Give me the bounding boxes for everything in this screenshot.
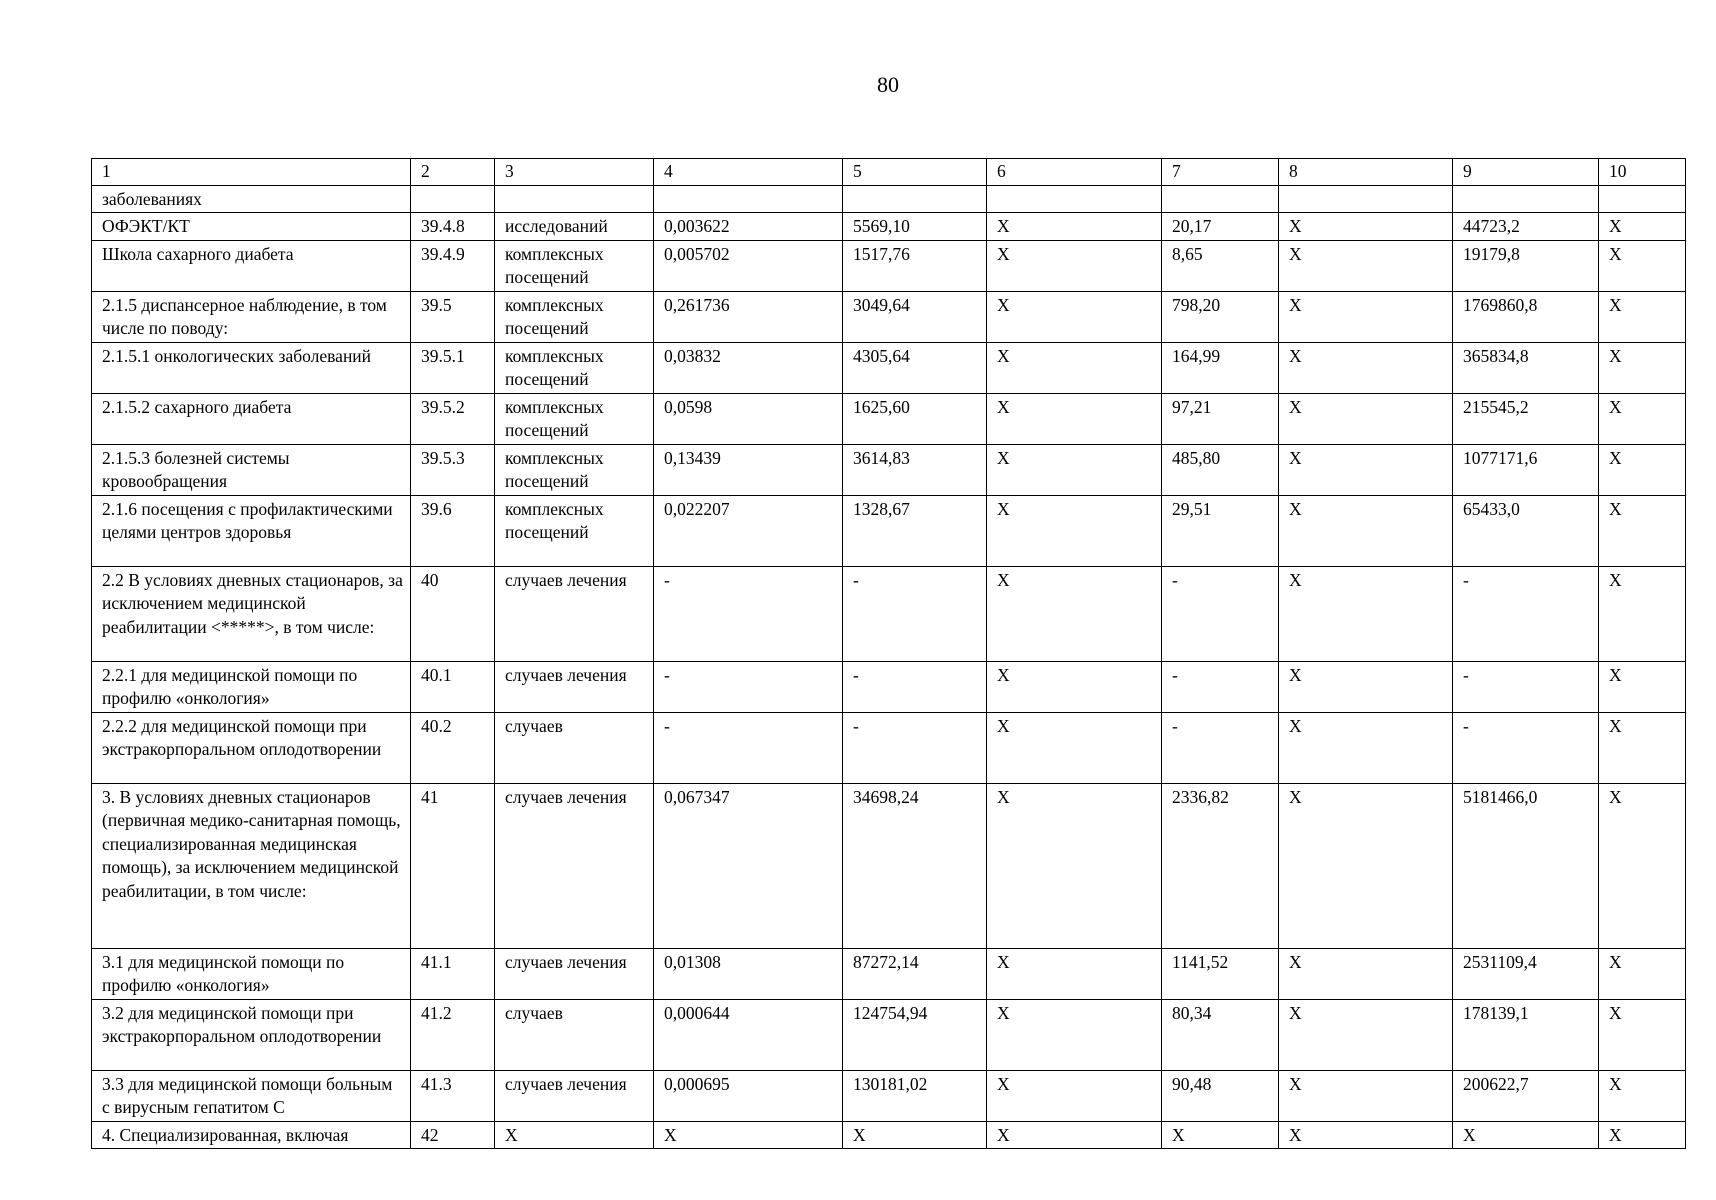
table-cell: X xyxy=(1279,342,1453,393)
table-cell: X xyxy=(987,948,1162,999)
table-cell: 20,17 xyxy=(1162,213,1279,241)
table-cell: 0,000695 xyxy=(654,1070,843,1121)
header-cell: 5 xyxy=(843,159,987,186)
table-cell: 0,000644 xyxy=(654,999,843,1070)
table-cell: 178139,1 xyxy=(1453,999,1599,1070)
table-cell: - xyxy=(1162,712,1279,783)
table-cell xyxy=(843,185,987,213)
table-cell: 3049,64 xyxy=(843,291,987,342)
table-cell: X xyxy=(495,1121,654,1149)
table-cell: 40.2 xyxy=(411,712,495,783)
table-cell: X xyxy=(1599,495,1686,566)
table-cell: X xyxy=(1279,240,1453,291)
table-cell: X xyxy=(1279,1070,1453,1121)
table-cell: X xyxy=(1279,393,1453,444)
table-cell: 0,022207 xyxy=(654,495,843,566)
table-cell: 87272,14 xyxy=(843,948,987,999)
table-cell: 2.2.1 для медицинской помощи по профилю «онкология» xyxy=(92,661,411,712)
table-cell: 5181466,0 xyxy=(1453,783,1599,948)
table-cell: 0,261736 xyxy=(654,291,843,342)
table-cell: X xyxy=(1279,444,1453,495)
table-cell: 39.4.9 xyxy=(411,240,495,291)
table-row xyxy=(92,712,1686,783)
table-cell: - xyxy=(843,566,987,661)
header-cell: 2 xyxy=(411,159,495,186)
header-cell: 9 xyxy=(1453,159,1599,186)
table-cell: комплексных посещений xyxy=(495,240,654,291)
table-cell xyxy=(987,185,1162,213)
table-cell xyxy=(654,185,843,213)
table-row xyxy=(92,393,1686,444)
header-cell: 8 xyxy=(1279,159,1453,186)
header-cell: 6 xyxy=(987,159,1162,186)
table-cell: 41 xyxy=(411,783,495,948)
table-cell: 1141,52 xyxy=(1162,948,1279,999)
table-cell: 5569,10 xyxy=(843,213,987,241)
table-cell: комплексных посещений xyxy=(495,342,654,393)
table-cell: - xyxy=(1162,566,1279,661)
table-cell: 65433,0 xyxy=(1453,495,1599,566)
table-cell: 39.5 xyxy=(411,291,495,342)
table-cell: 40.1 xyxy=(411,661,495,712)
table-cell: - xyxy=(843,712,987,783)
table-row xyxy=(92,240,1686,291)
data-table xyxy=(91,158,1686,1149)
table-row xyxy=(92,1121,1686,1149)
table-row xyxy=(92,495,1686,566)
table-cell: 2.1.5.1 онкологических заболеваний xyxy=(92,342,411,393)
table-cell: X xyxy=(1279,1121,1453,1149)
table-cell: случаев xyxy=(495,999,654,1070)
table-cell: 0,003622 xyxy=(654,213,843,241)
table-cell: 798,20 xyxy=(1162,291,1279,342)
table-cell: 164,99 xyxy=(1162,342,1279,393)
table-cell: - xyxy=(654,566,843,661)
table-cell: 19179,8 xyxy=(1453,240,1599,291)
table-cell: X xyxy=(987,661,1162,712)
table-cell: 29,51 xyxy=(1162,495,1279,566)
header-cell: 7 xyxy=(1162,159,1279,186)
table-cell: X xyxy=(1279,213,1453,241)
table-cell: 2336,82 xyxy=(1162,783,1279,948)
table-cell: X xyxy=(1599,566,1686,661)
table-cell: X xyxy=(987,495,1162,566)
table-cell: 2.1.6 посещения с профилактическими целями центров здоровья xyxy=(92,495,411,566)
table-cell: - xyxy=(654,661,843,712)
table-header-row xyxy=(92,159,1686,186)
table-cell: X xyxy=(987,1070,1162,1121)
table-cell: ОФЭКТ/КТ xyxy=(92,213,411,241)
table-cell: 41.2 xyxy=(411,999,495,1070)
table-cell: X xyxy=(987,712,1162,783)
table-cell xyxy=(1162,185,1279,213)
table-cell: X xyxy=(654,1121,843,1149)
table-cell: X xyxy=(1453,1121,1599,1149)
table-cell: X xyxy=(987,213,1162,241)
table-cell: 1517,76 xyxy=(843,240,987,291)
table-cell: 80,34 xyxy=(1162,999,1279,1070)
header-cell: 1 xyxy=(92,159,411,186)
table-cell: 3614,83 xyxy=(843,444,987,495)
table-cell: X xyxy=(1599,1121,1686,1149)
table-cell: 2.1.5 диспансерное наблюдение, в том числе по поводу: xyxy=(92,291,411,342)
table-cell xyxy=(1453,185,1599,213)
table-cell: 485,80 xyxy=(1162,444,1279,495)
table-cell: 42 xyxy=(411,1121,495,1149)
table-cell: 2.1.5.2 сахарного диабета xyxy=(92,393,411,444)
table-row xyxy=(92,1070,1686,1121)
table-cell: X xyxy=(1599,393,1686,444)
table-cell: X xyxy=(987,444,1162,495)
table-cell: 4. Специализированная, включая xyxy=(92,1121,411,1149)
table-cell: комплексных посещений xyxy=(495,495,654,566)
table-cell: - xyxy=(1453,566,1599,661)
table-cell: X xyxy=(1279,661,1453,712)
table-cell: - xyxy=(654,712,843,783)
table-cell: 39.5.2 xyxy=(411,393,495,444)
table-cell: X xyxy=(1599,240,1686,291)
page-number: 80 xyxy=(877,72,899,97)
table-cell: 0,067347 xyxy=(654,783,843,948)
table-cell xyxy=(1599,185,1686,213)
table-cell: X xyxy=(987,999,1162,1070)
table-cell: X xyxy=(987,783,1162,948)
table-row xyxy=(92,444,1686,495)
header-cell: 3 xyxy=(495,159,654,186)
table-cell: 44723,2 xyxy=(1453,213,1599,241)
table-cell: X xyxy=(1279,783,1453,948)
table-cell: X xyxy=(1599,342,1686,393)
table-cell: случаев xyxy=(495,712,654,783)
table-cell: X xyxy=(1279,948,1453,999)
table-cell: X xyxy=(1599,661,1686,712)
table-cell: случаев лечения xyxy=(495,948,654,999)
table-cell: 3. В условиях дневных стационаров (первичная медико-санитарная помощь, специализированная медицинская помощь), за исключением медицинской реабилитации, в том числе: xyxy=(92,783,411,948)
table-cell: 365834,8 xyxy=(1453,342,1599,393)
table-cell: 1077171,6 xyxy=(1453,444,1599,495)
table-cell: 0,005702 xyxy=(654,240,843,291)
table-cell: 2.2.2 для медицинской помощи при экстракорпоральном оплодотворении xyxy=(92,712,411,783)
table-cell: комплексных посещений xyxy=(495,291,654,342)
table-cell: 2.1.5.3 болезней системы кровообращения xyxy=(92,444,411,495)
table-row xyxy=(92,661,1686,712)
table-cell: комплексных посещений xyxy=(495,444,654,495)
table-cell: 0,01308 xyxy=(654,948,843,999)
table-cell: 0,13439 xyxy=(654,444,843,495)
table-cell: - xyxy=(1453,712,1599,783)
table-cell: X xyxy=(1279,291,1453,342)
table-cell: 39.5.3 xyxy=(411,444,495,495)
table-row xyxy=(92,291,1686,342)
table-cell: 97,21 xyxy=(1162,393,1279,444)
table-cell: 0,03832 xyxy=(654,342,843,393)
table-cell: 2.2 В условиях дневных стационаров, за исключением медицинской реабилитации <*****>, в том числе: xyxy=(92,566,411,661)
table-cell: X xyxy=(987,240,1162,291)
table-cell: X xyxy=(987,1121,1162,1149)
table-row xyxy=(92,213,1686,241)
table-cell: X xyxy=(1599,1070,1686,1121)
table-cell: 1625,60 xyxy=(843,393,987,444)
table-cell: - xyxy=(843,661,987,712)
table-row xyxy=(92,783,1686,948)
table-cell: X xyxy=(1162,1121,1279,1149)
table-cell: X xyxy=(1279,712,1453,783)
table-cell: 1769860,8 xyxy=(1453,291,1599,342)
table-cell: X xyxy=(1599,712,1686,783)
table-cell: 39.6 xyxy=(411,495,495,566)
table-cell: 2531109,4 xyxy=(1453,948,1599,999)
table-cell: 130181,02 xyxy=(843,1070,987,1121)
table-cell: 4305,64 xyxy=(843,342,987,393)
table-cell: 3.1 для медицинской помощи по профилю «онкология» xyxy=(92,948,411,999)
header-cell: 10 xyxy=(1599,159,1686,186)
table-cell: 39.5.1 xyxy=(411,342,495,393)
table-cell: 3.2 для медицинской помощи при экстракорпоральном оплодотворении xyxy=(92,999,411,1070)
table-cell: 1328,67 xyxy=(843,495,987,566)
table-row xyxy=(92,566,1686,661)
table-cell: X xyxy=(1599,948,1686,999)
table-cell: X xyxy=(1599,999,1686,1070)
table-cell: случаев лечения xyxy=(495,566,654,661)
table-cell: X xyxy=(1279,999,1453,1070)
table-cell xyxy=(411,185,495,213)
table-cell: X xyxy=(1599,783,1686,948)
table-cell: 41.3 xyxy=(411,1070,495,1121)
table-cell: 8,65 xyxy=(1162,240,1279,291)
table-cell: случаев лечения xyxy=(495,1070,654,1121)
table-cell: - xyxy=(1453,661,1599,712)
table-row xyxy=(92,342,1686,393)
header-cell: 4 xyxy=(654,159,843,186)
table-cell: 0,0598 xyxy=(654,393,843,444)
table-cell xyxy=(495,185,654,213)
table-cell: 200622,7 xyxy=(1453,1070,1599,1121)
table-cell: 34698,24 xyxy=(843,783,987,948)
table-cell: 39.4.8 xyxy=(411,213,495,241)
table-cell: X xyxy=(1279,495,1453,566)
table-cell: X xyxy=(1279,566,1453,661)
table-cell xyxy=(1279,185,1453,213)
table-cell: X xyxy=(1599,291,1686,342)
table-cell: исследований xyxy=(495,213,654,241)
table-row xyxy=(92,999,1686,1070)
table-cell: 90,48 xyxy=(1162,1070,1279,1121)
table-cell: 40 xyxy=(411,566,495,661)
table-row xyxy=(92,185,1686,213)
table-cell: случаев лечения xyxy=(495,661,654,712)
table-row xyxy=(92,948,1686,999)
table-cell: 3.3 для медицинской помощи больным с вирусным гепатитом С xyxy=(92,1070,411,1121)
table-cell: 124754,94 xyxy=(843,999,987,1070)
table-cell: X xyxy=(987,393,1162,444)
table-cell: X xyxy=(987,291,1162,342)
table-cell: X xyxy=(843,1121,987,1149)
table-cell: - xyxy=(1162,661,1279,712)
table-cell: X xyxy=(1599,444,1686,495)
table-cell: случаев лечения xyxy=(495,783,654,948)
table-cell: 215545,2 xyxy=(1453,393,1599,444)
table-cell: X xyxy=(987,342,1162,393)
table-cell: X xyxy=(987,566,1162,661)
table-cell: 41.1 xyxy=(411,948,495,999)
table-cell: Школа сахарного диабета xyxy=(92,240,411,291)
table-cell: X xyxy=(1599,213,1686,241)
table-cell: заболеваниях xyxy=(92,185,411,213)
table-cell: комплексных посещений xyxy=(495,393,654,444)
